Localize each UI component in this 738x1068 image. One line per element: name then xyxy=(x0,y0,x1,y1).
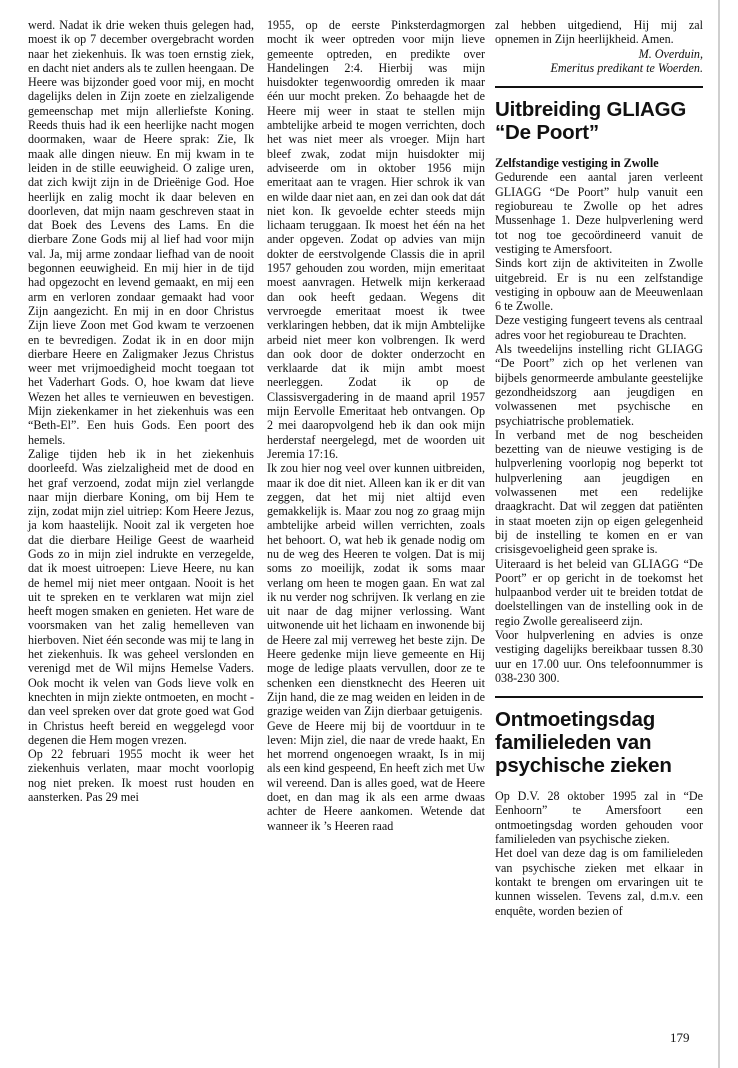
paragraph: werd. Nadat ik drie weken thuis gelegen had, moest ik op 7 december overgebracht worden naar het ziekenhuis. Ik was toen ernstig ziek, en dacht niet anders als te zullen heengaan. De Heere was bijzonder goed voor mij, en mocht dagelijks delen in Zijn zoete en zielzaligende gemeenschap met mijn allerliefste Koning. Reeds thuis had ik een heerlijke nacht mogen doormaken, waar de Heere sprak: Zie, Ik maak alle dingen nieuw. En mij kwam in te leiden in de stille eeuwigheid. O zalige uren, dat zich kwijt zijn in de Drieënige God. Hoe heerlijk en zalig mocht ik daar beleven en doorleven, dat mijn naam geschreven staat in dat Boek des Levens des Lams. En die dierbare Zone Gods mij al lief had voor mijn val. Ja, mij arme zondaar liefhad van de nooit begonnen eeuwigheid. En mij hier in de tijd had opgezocht en levend gemaakt, en mij een arm en verloren zondaar gemaakt had voor Zijn aangezicht. En mij in en door Christus Zijn lieve Zoon met God kwam te verzoenen en te bevredigen. Zodat ik in en door mijn dierbare Heere en Zaligmaker Jezus Christus weer met vrijmoedigheid mocht toegaan tot het Vaderhart Gods. O, hoe kwam dat lieve Wezen het alles te vernieuwen en bevestigen. Mijn ziekenkamer in het ziekenhuis was een “Beth-El”. Een huis Gods. Een poort des hemels. xyxy=(28,18,254,447)
page-number: 179 xyxy=(670,1030,690,1045)
paragraph: zal hebben uitgediend, Hij mij zal opnemen in Zijn heerlijkheid. Amen. xyxy=(495,18,703,47)
paragraph: Sinds kort zijn de aktiviteiten in Zwolle uitgebreid. Er is nu een zelfstandige vestiging in opbouw aan de Meeuwenlaan 6 te Zwolle. xyxy=(495,256,703,314)
divider xyxy=(495,86,703,88)
paragraph: Geve de Heere mij bij de voortduur in te leven: Mijn ziel, die naar de vrede haakt, En het morrend ongenoegen wraakt, Is in mij als een kind gespeend, En heeft zich met Uw wil vereend. Dan is alles goed, wat de Heere doet, en dan mag ik als een arme dwaas achter de Heere aankomen. Wetende dat wanneer ik ’s Heeren raad xyxy=(267,718,485,833)
paragraph: Uiteraard is het beleid van GLIAGG “De Poort” er op gericht in de toekomst het hulpaanbod verder uit te breiden totdat de doelstellingen van de instelling ook in de regio Zwolle gerealiseerd zijn. xyxy=(495,556,703,628)
signature-title: Emeritus predikant te Woerden. xyxy=(550,60,703,75)
paragraph: Op D.V. 28 oktober 1995 zal in “De Eenhoorn” te Amersfoort een ontmoetingsdag worden gehouden voor familieleden van psychische zieken. xyxy=(495,789,703,847)
divider xyxy=(495,696,703,698)
signature-name: M. Overduin, xyxy=(638,46,703,61)
paragraph: Voor hulpverlening en advies is onze vestiging dagelijks bereikbaar tussen 8.30 uur en 17.00 uur. Ons telefoonnummer is 038-230 300. xyxy=(495,627,703,685)
article-heading: Ontmoetingsdag familieleden van psychische zieken xyxy=(495,708,672,778)
column-2 xyxy=(267,18,485,833)
article-subheading: Zelfstandige vestiging in Zwolle xyxy=(495,156,659,171)
article-heading: Uitbreiding GLIAGG “De Poort” xyxy=(495,98,687,145)
paragraph: Zalige tijden heb ik in het ziekenhuis doorleefd. Was zielzaligheid met de dood en het graf verzoend, zodat mijn ziel verlangde naar mijn dierbare Koning, om bij Hem te zijn, zodat mijn ziel uitriep: Kom Heere Jezus, ja kom haastelijk. Nooit zal ik vergeten hoe dat die dierbare Heilige Geest de waarheid Gods zo in mijn ziel indrukte en verzegelde, dat ik moest uitroepen: Lieve Heere, nu kan de hemel mij niet meer ontgaan. Nooit is het uit te spreken en te verklaren wat mijn ziel heeft mogen smaken en genieten. Het ware de voorsmaken van het zalig hemelleven van hierboven. Niet één seconde was mij te lang in het ziekenhuis. Ik was geheel verslonden en verenigd met de Wil mijns Hemelse Vaders. Ook mocht ik velen van Gods lieve volk en knechten in mijn ziekte ontmoeten, en mocht - dan veel spreken over dat grote goed wat God in Christus heeft bereid en weggelegd voor degenen die Hem mogen vrezen. xyxy=(28,446,255,747)
paragraph: Op 22 februari 1955 mocht ik weer het ziekenhuis verlaten, maar mocht voorlopig nog niet preken. Ik moest rust houden en aansterken. Pas 29 mei xyxy=(28,747,254,805)
column-3 xyxy=(495,18,703,918)
paragraph: In verband met de nog bescheiden bezetting van de nieuwe vestiging is de hulpverlening voorlopig nog beperkt tot hulpverlening aan jeugdigen en volwassenen met een redelijke draagkracht. Dat wil zeggen dat patiënten in staat moeten zijn op eigen gelegenheid bij de instelling te komen en er van crisisgevoeligheid geen sprake is. xyxy=(495,427,703,557)
paragraph: Ik zou hier nog veel over kunnen uitbreiden, maar ik doe dit niet. Alleen kan ik er dit van zeggen, dat het mij niet altijd even gemakkelijk is. Maar zou nog zo graag mijn ambtelijke arbeid willen verrichten, zoals het behoort. O, wat heb ik genade nodig om nu de weg des Heeren te volgen. Dat is mij soms zo moeilijk, zodat ik soms maar verlang om heen te mogen gaan. En wat zal ik nu verder nog schrijven. Ik verlang en zie uit naar de dag mijner verlossing. Want uitwonende uit het lichaam en inwonende bij de Heere zal mij verreweg het beste zijn. De Heere gedenke mijn lieve gemeente en Hij moge de ledige plaats vervullen, door ze te schenken een dienstknecht des Heeren uit Zijn hand, die ze mag weiden en leiden in de grazige weiden van Zijn dierbaar getuigenis. xyxy=(267,461,485,719)
paragraph: Als tweedelijns instelling richt GLIAGG “De Poort” zich op het verlenen van bijbels genormeerde ambulante geestelijke gezondheidszorg aan jeugdigen en volwassenen met psychische en psychiatrische problematiek. xyxy=(495,342,703,428)
paragraph: 1955, op de eerste Pinksterdagmorgen mocht ik weer optreden voor mijn lieve gemeente optreden, en predikte over Handelingen 2:4. Hierbij was mijn huisdokter tegenwoordig omreden ik maar één uur mocht preken. Zo behaagde het de Heere mij weer in staat te stellen mijn ambtelijke arbeid te mogen verrichten, doch het was niet meer als vroeger. Mijn hart bleef zwak, zodat mijn huisdokter mij adviseerde om in oktober 1956 mijn emeritaat aan te vragen. Hier schrok ik van en wilde daar niet aan, en zei dan ook dat dát niet kon. Ik gevoelde echter steeds mijn lichaam teruggaan. Ik moest het één na het ander opgeven. Zodat op advies van mijn dokter de eerstvolgende Classis die in april 1957 gehouden zou worden, mijn emeritaat moest aanvragen. Hetwelk mijn kerkeraad dan ook heeft gedaan. Wegens dit vervroegde emeritaat moest ik twee verklaringen hebben, dat ik mijn Ambtelijke arbeid niet meer kon volbrengen. Ik werd dan ook door de dokter onderzocht en verklaarde dat ik mijn ambt moest neerleggen. Zodat ik op de Classisvergadering in de maand april 1957 mijn Eervolle Emeritaat heb ontvangen. Op 2 mei daaropvolgend heb ik dan ook mijn herderstaf neergelegd, met de woorden uit Jeremia 17:16. xyxy=(267,18,485,461)
paragraph: Deze vestiging fungeert tevens als centraal adres voor het regiobureau te Drachten. xyxy=(495,313,703,342)
paragraph: Het doel van deze dag is om familieleden van psychische zieken met elkaar in kontakt te brengen om ervaringen uit te kunnen wisselen. Tevens zal, d.m.v. een enquête, worden bezien of xyxy=(495,846,703,918)
paragraph: Gedurende een aantal jaren verleent GLIAGG “De Poort” hulp vanuit een regiobureau te Zwolle op het adres Mussenhage 1. Deze hulpverlening werd tot nog toe gecoördineerd vanuit de vestiging te Amersfoort. xyxy=(495,170,703,256)
column-1 xyxy=(28,18,254,804)
scan-edge xyxy=(718,0,720,1068)
